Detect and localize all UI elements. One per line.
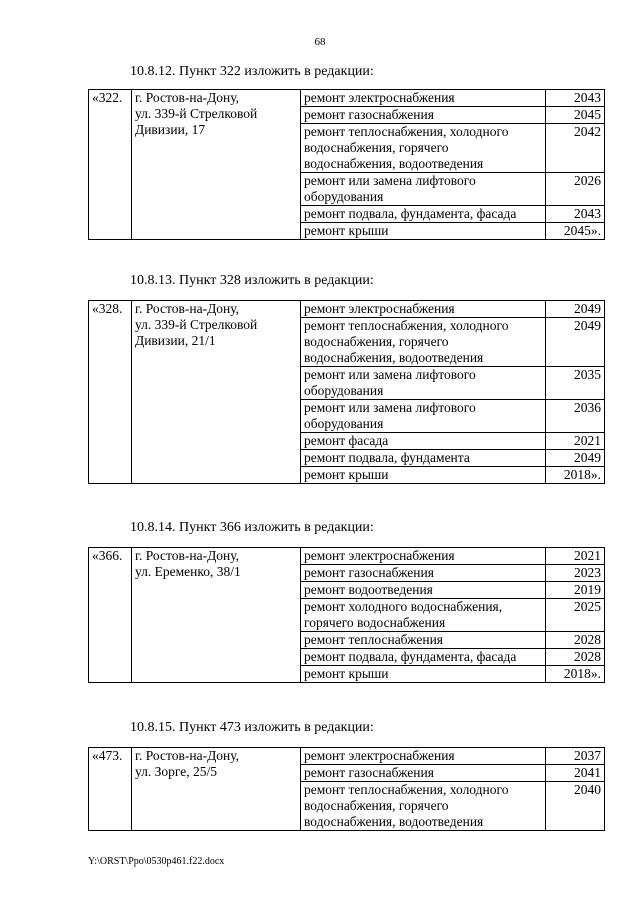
item-number: «473. bbox=[89, 748, 132, 831]
work-type-line: ремонт или замена лифтового bbox=[304, 173, 476, 188]
year-cell: 2045». bbox=[546, 223, 605, 240]
address-line: ул. Еременко, 38/1 bbox=[135, 564, 241, 579]
year-cell: 2040 bbox=[546, 782, 605, 831]
work-type-cell bbox=[301, 367, 546, 400]
work-type-line: ремонт теплоснабжения, холодного bbox=[304, 124, 509, 139]
address-line: г. Ростов-на-Дону, bbox=[135, 90, 240, 105]
work-type-line: водоснабжения, водоотведения bbox=[304, 350, 484, 365]
year-cell: 2043 bbox=[546, 206, 605, 223]
year-cell: 2049 bbox=[546, 301, 605, 318]
work-type-cell bbox=[301, 433, 546, 450]
work-type-cell bbox=[301, 206, 546, 223]
work-type-line: ремонт или замена лифтового bbox=[304, 367, 476, 382]
work-type-line: ремонт или замена лифтового bbox=[304, 400, 476, 415]
work-type-cell bbox=[301, 173, 546, 206]
year-cell: 2049 bbox=[546, 318, 605, 367]
amendment-table bbox=[88, 547, 605, 683]
year-cell: 2019 bbox=[546, 582, 605, 599]
table-row bbox=[89, 748, 605, 765]
year-cell: 2026 bbox=[546, 173, 605, 206]
work-type-cell bbox=[301, 632, 546, 649]
work-type-line: ремонт крыши bbox=[304, 666, 389, 681]
address-line: г. Ростов-на-Дону, bbox=[135, 748, 240, 763]
year-cell: 2037 bbox=[546, 748, 605, 765]
amendment-table bbox=[88, 300, 605, 484]
work-type-line: ремонт водоотведения bbox=[304, 582, 433, 597]
address-line: Дивизии, 21/1 bbox=[135, 333, 216, 348]
work-type-cell bbox=[301, 90, 546, 107]
work-type-line: ремонт электроснабжения bbox=[304, 90, 455, 105]
work-type-line: ремонт теплоснабжения bbox=[304, 632, 444, 647]
work-type-line: ремонт электроснабжения bbox=[304, 748, 455, 763]
work-type-line: водоснабжения, горячего bbox=[304, 798, 449, 813]
year-cell: 2049 bbox=[546, 450, 605, 467]
work-type-line: ремонт крыши bbox=[304, 467, 389, 482]
work-type-line: ремонт теплоснабжения, холодного bbox=[304, 318, 509, 333]
year-cell: 2028 bbox=[546, 632, 605, 649]
work-type-line: ремонт газоснабжения bbox=[304, 765, 434, 780]
work-type-line: ремонт фасада bbox=[304, 433, 389, 448]
work-type-line: горячего водоснабжения bbox=[304, 615, 446, 630]
work-type-line: водоснабжения, горячего bbox=[304, 140, 449, 155]
table-row bbox=[89, 301, 605, 318]
year-cell: 2045 bbox=[546, 107, 605, 124]
year-cell: 2025 bbox=[546, 599, 605, 632]
year-cell: 2023 bbox=[546, 565, 605, 582]
work-type-cell bbox=[301, 582, 546, 599]
work-type-line: ремонт крыши bbox=[304, 223, 389, 238]
year-cell: 2021 bbox=[546, 433, 605, 450]
work-type-cell bbox=[301, 124, 546, 173]
year-cell: 2021 bbox=[546, 548, 605, 565]
work-type-line: ремонт подвала, фундамента bbox=[304, 450, 470, 465]
work-type-line: водоснабжения, водоотведения bbox=[304, 814, 484, 829]
work-type-cell bbox=[301, 649, 546, 666]
address-cell bbox=[132, 90, 301, 240]
address-line: г. Ростов-на-Дону, bbox=[135, 548, 240, 563]
work-type-line: водоснабжения, водоотведения bbox=[304, 156, 484, 171]
work-type-line: ремонт газоснабжения bbox=[304, 565, 434, 580]
work-type-cell bbox=[301, 565, 546, 582]
table-row bbox=[89, 548, 605, 565]
section-heading: 10.8.12. Пункт 322 изложить в редакции: bbox=[130, 64, 374, 79]
work-type-line: ремонт подвала, фундамента, фасада bbox=[304, 649, 517, 664]
year-cell: 2042 bbox=[546, 124, 605, 173]
work-type-cell bbox=[301, 666, 546, 683]
work-type-line: ремонт подвала, фундамента, фасада bbox=[304, 206, 517, 221]
address-cell bbox=[132, 748, 301, 831]
work-type-cell bbox=[301, 548, 546, 565]
year-cell: 2035 bbox=[546, 367, 605, 400]
section-heading: 10.8.15. Пункт 473 изложить в редакции: bbox=[130, 720, 374, 735]
work-type-cell bbox=[301, 782, 546, 831]
work-type-line: оборудования bbox=[304, 416, 384, 431]
address-line: ул. Зорге, 25/5 bbox=[135, 764, 218, 779]
address-cell bbox=[132, 301, 301, 484]
year-cell: 2041 bbox=[546, 765, 605, 782]
work-type-cell bbox=[301, 318, 546, 367]
year-cell: 2018». bbox=[546, 666, 605, 683]
address-line: ул. 339-й Стрелковой bbox=[135, 106, 258, 121]
address-line: ул. 339-й Стрелковой bbox=[135, 317, 258, 332]
page-number: 68 bbox=[314, 36, 326, 48]
work-type-cell bbox=[301, 450, 546, 467]
work-type-cell bbox=[301, 599, 546, 632]
address-cell bbox=[132, 548, 301, 683]
work-type-line: оборудования bbox=[304, 189, 384, 204]
item-number: «328. bbox=[89, 301, 132, 484]
work-type-line: ремонт теплоснабжения, холодного bbox=[304, 782, 509, 797]
work-type-line: ремонт холодного водоснабжения, bbox=[304, 599, 503, 614]
work-type-cell bbox=[301, 107, 546, 124]
item-number: «366. bbox=[89, 548, 132, 683]
work-type-line: ремонт газоснабжения bbox=[304, 107, 434, 122]
work-type-cell bbox=[301, 467, 546, 484]
file-path-footer: Y:\ORST\Ppo\0530p461.f22.docx bbox=[88, 856, 225, 867]
address-line: Дивизии, 17 bbox=[135, 122, 206, 137]
year-cell: 2018». bbox=[546, 467, 605, 484]
table-row bbox=[89, 90, 605, 107]
amendment-table bbox=[88, 747, 605, 831]
section-heading: 10.8.13. Пункт 328 изложить в редакции: bbox=[130, 273, 374, 288]
work-type-line: ремонт электроснабжения bbox=[304, 548, 455, 563]
year-cell: 2036 bbox=[546, 400, 605, 433]
work-type-cell bbox=[301, 223, 546, 240]
year-cell: 2028 bbox=[546, 649, 605, 666]
work-type-cell bbox=[301, 765, 546, 782]
work-type-cell bbox=[301, 748, 546, 765]
amendment-table bbox=[88, 89, 605, 240]
year-cell: 2043 bbox=[546, 90, 605, 107]
item-number: «322. bbox=[89, 90, 132, 240]
work-type-line: оборудования bbox=[304, 383, 384, 398]
section-heading: 10.8.14. Пункт 366 изложить в редакции: bbox=[130, 520, 374, 535]
work-type-cell bbox=[301, 400, 546, 433]
work-type-line: водоснабжения, горячего bbox=[304, 334, 449, 349]
work-type-cell bbox=[301, 301, 546, 318]
work-type-line: ремонт электроснабжения bbox=[304, 301, 455, 316]
address-line: г. Ростов-на-Дону, bbox=[135, 301, 240, 316]
